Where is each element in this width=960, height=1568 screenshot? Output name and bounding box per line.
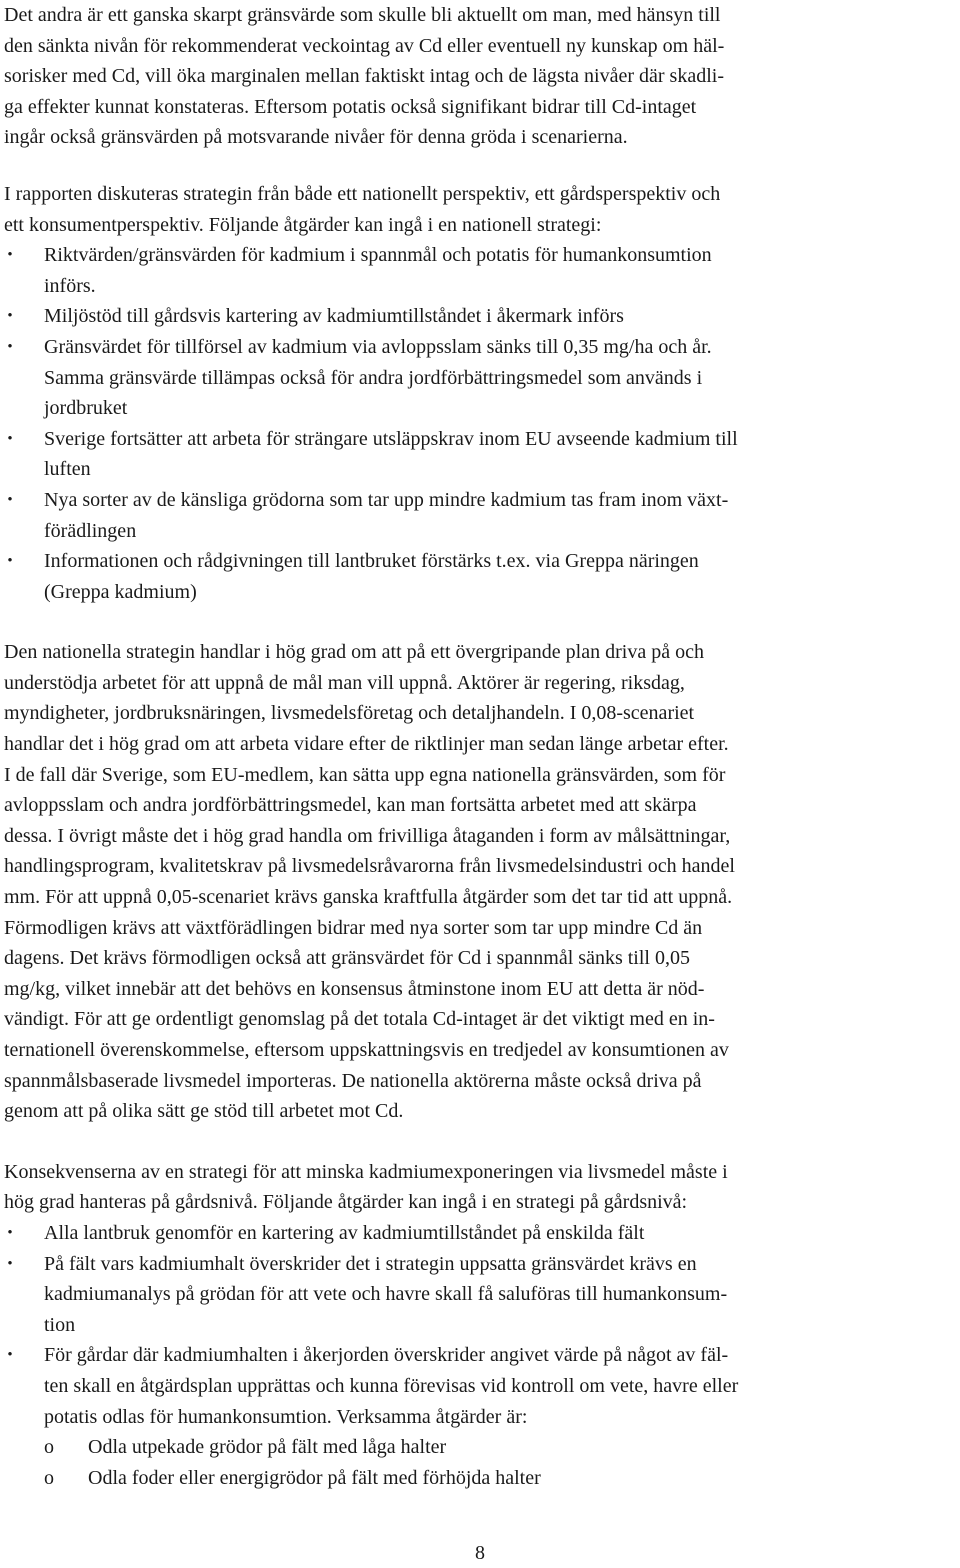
bullet-icon: • (7, 1347, 13, 1364)
list-item (4, 424, 956, 485)
text-line: mg/kg, vilket innebär att det behövs en konsensus åtminstone inom EU att detta är nöd- (4, 977, 705, 1000)
text-line: förädlingen (44, 519, 137, 542)
list-item (4, 332, 956, 424)
page-number: 8 (475, 1542, 485, 1564)
bullet-icon: • (7, 1224, 13, 1241)
text-line: Informationen och rådgivningen till lantbruket förstärks t.ex. via Greppa näringen (44, 550, 699, 573)
national-strategy-paragraph (4, 637, 956, 1127)
text-line: kadmiumanalys på grödan för att vete och havre skall få saluföras till humankonsum- (44, 1283, 728, 1306)
text-line: För gårdar där kadmiumhalten i åkerjorden överskrider angivet värde på något av fäl- (44, 1344, 729, 1367)
text-line: ingår också gränsvärden på motsvarande nivåer för denna gröda i scenarierna. (4, 126, 628, 149)
bullet-icon: • (7, 491, 13, 508)
text-line: ga effekter kunnat konstateras. Eftersom potatis också signifikant bidrar till Cd-intaget (4, 95, 697, 118)
bullet-icon: • (7, 308, 13, 325)
text-line: I de fall där Sverige, som EU-medlem, kan sätta upp egna nationella gränsvärden, som för (4, 763, 726, 786)
document-page (4, 0, 956, 1493)
list-item (4, 240, 956, 301)
list-item (4, 1340, 956, 1432)
text-line: dagens. Det krävs förmodligen också att gränsvärdet för Cd i spannmål sänks till 0,05 (4, 947, 690, 970)
text-line: genom att på olika sätt ge stöd till arbetet mot Cd. (4, 1100, 404, 1123)
text-line: Det andra är ett ganska skarpt gränsvärde som skulle bli aktuellt om man, med hänsyn till (4, 4, 721, 26)
text-line: hög grad hanteras på gårdsnivå. Följande åtgärder kan ingå i en strategi på gårdsnivå: (4, 1191, 688, 1214)
list-item (4, 1249, 956, 1341)
text-line: (Greppa kadmium) (44, 580, 197, 603)
paragraph-gap (4, 153, 956, 179)
text-line: Odla foder eller energigrödor på fält med förhöjda halter (88, 1466, 541, 1489)
text-line: mm. För att uppnå 0,05-scenariet krävs ganska kraftfulla åtgärder som det tar tid att uppnå. (4, 886, 733, 909)
text-line: Odla utpekade grödor på fält med låga halter (88, 1436, 447, 1459)
text-line: handlar det i hög grad om att arbeta vidare efter de riktlinjer man sedan länge arbetar efter. (4, 733, 729, 756)
text-line: Nya sorter av de känsliga grödorna som tar upp mindre kadmium tas fram inom växt- (44, 488, 729, 511)
bullet-icon: • (7, 1255, 13, 1272)
list-item (4, 301, 956, 332)
text-line: Konsekvenserna av en strategi för att minska kadmiumexponeringen via livsmedel måste i (4, 1160, 728, 1183)
text-line: tion (44, 1313, 76, 1336)
text-line: potatis odlas för humankonsumtion. Verksamma åtgärder är: (44, 1405, 528, 1428)
circle-bullet-icon: o (44, 1466, 54, 1489)
text-line: Sverige fortsätter att arbeta för strängare utsläppskrav inom EU avseende kadmium till (44, 427, 738, 450)
farm-sub-measures-list (4, 1432, 956, 1493)
text-line: jordbruket (44, 397, 128, 420)
national-intro-paragraph (4, 179, 956, 240)
bullet-icon: • (7, 553, 13, 570)
paragraph-gap (4, 1127, 956, 1157)
text-line: I rapporten diskuteras strategin från både ett nationellt perspektiv, ett gårdsperspektiv och (4, 182, 721, 205)
national-measures-list (4, 240, 956, 607)
sub-list-item (44, 1463, 956, 1494)
text-line: Den nationella strategin handlar i hög grad om att på ett övergripande plan driva på och (4, 641, 704, 664)
text-line: ten skall en åtgärdsplan upprättas och kunna förevisas vid kontroll om vete, havre eller (44, 1374, 739, 1397)
text-line: Miljöstöd till gårdsvis kartering av kadmiumtillståndet i åkermark införs (44, 305, 624, 328)
text-line: Alla lantbruk genomför en kartering av kadmiumtillståndet på enskilda fält (44, 1221, 645, 1244)
farm-intro-paragraph (4, 1157, 956, 1218)
text-line: Gränsvärdet för tillförsel av kadmium via avloppsslam sänks till 0,35 mg/ha och år. (44, 335, 712, 358)
text-line: Riktvärden/gränsvärden för kadmium i spannmål och potatis för humankonsumtion (44, 244, 712, 267)
bullet-icon: • (7, 247, 13, 264)
text-line: understödja arbetet för att uppnå de mål man vill uppnå. Aktörer är regering, riksdag, (4, 671, 685, 694)
text-line: handlingsprogram, kvalitetskrav på livsmedelsråvarorna från livsmedelsindustri och handel (4, 855, 735, 878)
text-line: avloppsslam och andra jordförbättringsmedel, kan man fortsätta arbetet med att skärpa (4, 794, 697, 817)
text-line: vändigt. För att ge ordentligt genomslag på det totala Cd-intaget är det viktigt med en in- (4, 1008, 715, 1031)
text-line: införs. (44, 274, 96, 297)
bullet-icon: • (7, 338, 13, 355)
text-line: myndigheter, jordbruksnäringen, livsmedelsföretag och detaljhandeln. I 0,08-scenariet (4, 702, 695, 725)
list-item (4, 1218, 956, 1249)
circle-bullet-icon: o (44, 1436, 54, 1459)
bullet-icon: • (7, 430, 13, 447)
text-line: den sänkta nivån för rekommenderat veckointag av Cd eller eventuell ny kunskap om häl- (4, 34, 725, 57)
text-line: ternationell överenskommelse, eftersom uppskattningsvis en tredjedel av konsumtionen av (4, 1039, 729, 1061)
text-line: Förmodligen krävs att växtförädlingen bidrar med nya sorter som tar upp mindre Cd än (4, 916, 703, 939)
text-line: Samma gränsvärde tillämpas också för andra jordförbättringsmedel som används i (44, 366, 703, 389)
farm-measures-list (4, 1218, 956, 1432)
text-line: På fält vars kadmiumhalt överskrider det i strategin uppsatta gränsvärdet krävs en (44, 1252, 697, 1275)
list-item (4, 485, 956, 546)
intro-paragraph (4, 0, 956, 153)
text-line: ett konsumentperspektiv. Följande åtgärder kan ingå i en nationell strategi: (4, 213, 602, 236)
text-line: dessa. I övrigt måste det i hög grad handla om frivilliga åtaganden i form av målsättningar, (4, 824, 731, 847)
text-line: spannmålsbaserade livsmedel importeras. De nationella aktörerna måste också driva på (4, 1069, 702, 1092)
paragraph-gap (4, 607, 956, 637)
text-line: luften (44, 458, 91, 481)
text-line: sorisker med Cd, vill öka marginalen mellan faktiskt intag och de lägsta nivåer där skadli- (4, 65, 724, 88)
sub-list-item (44, 1432, 956, 1463)
list-item (4, 546, 956, 607)
